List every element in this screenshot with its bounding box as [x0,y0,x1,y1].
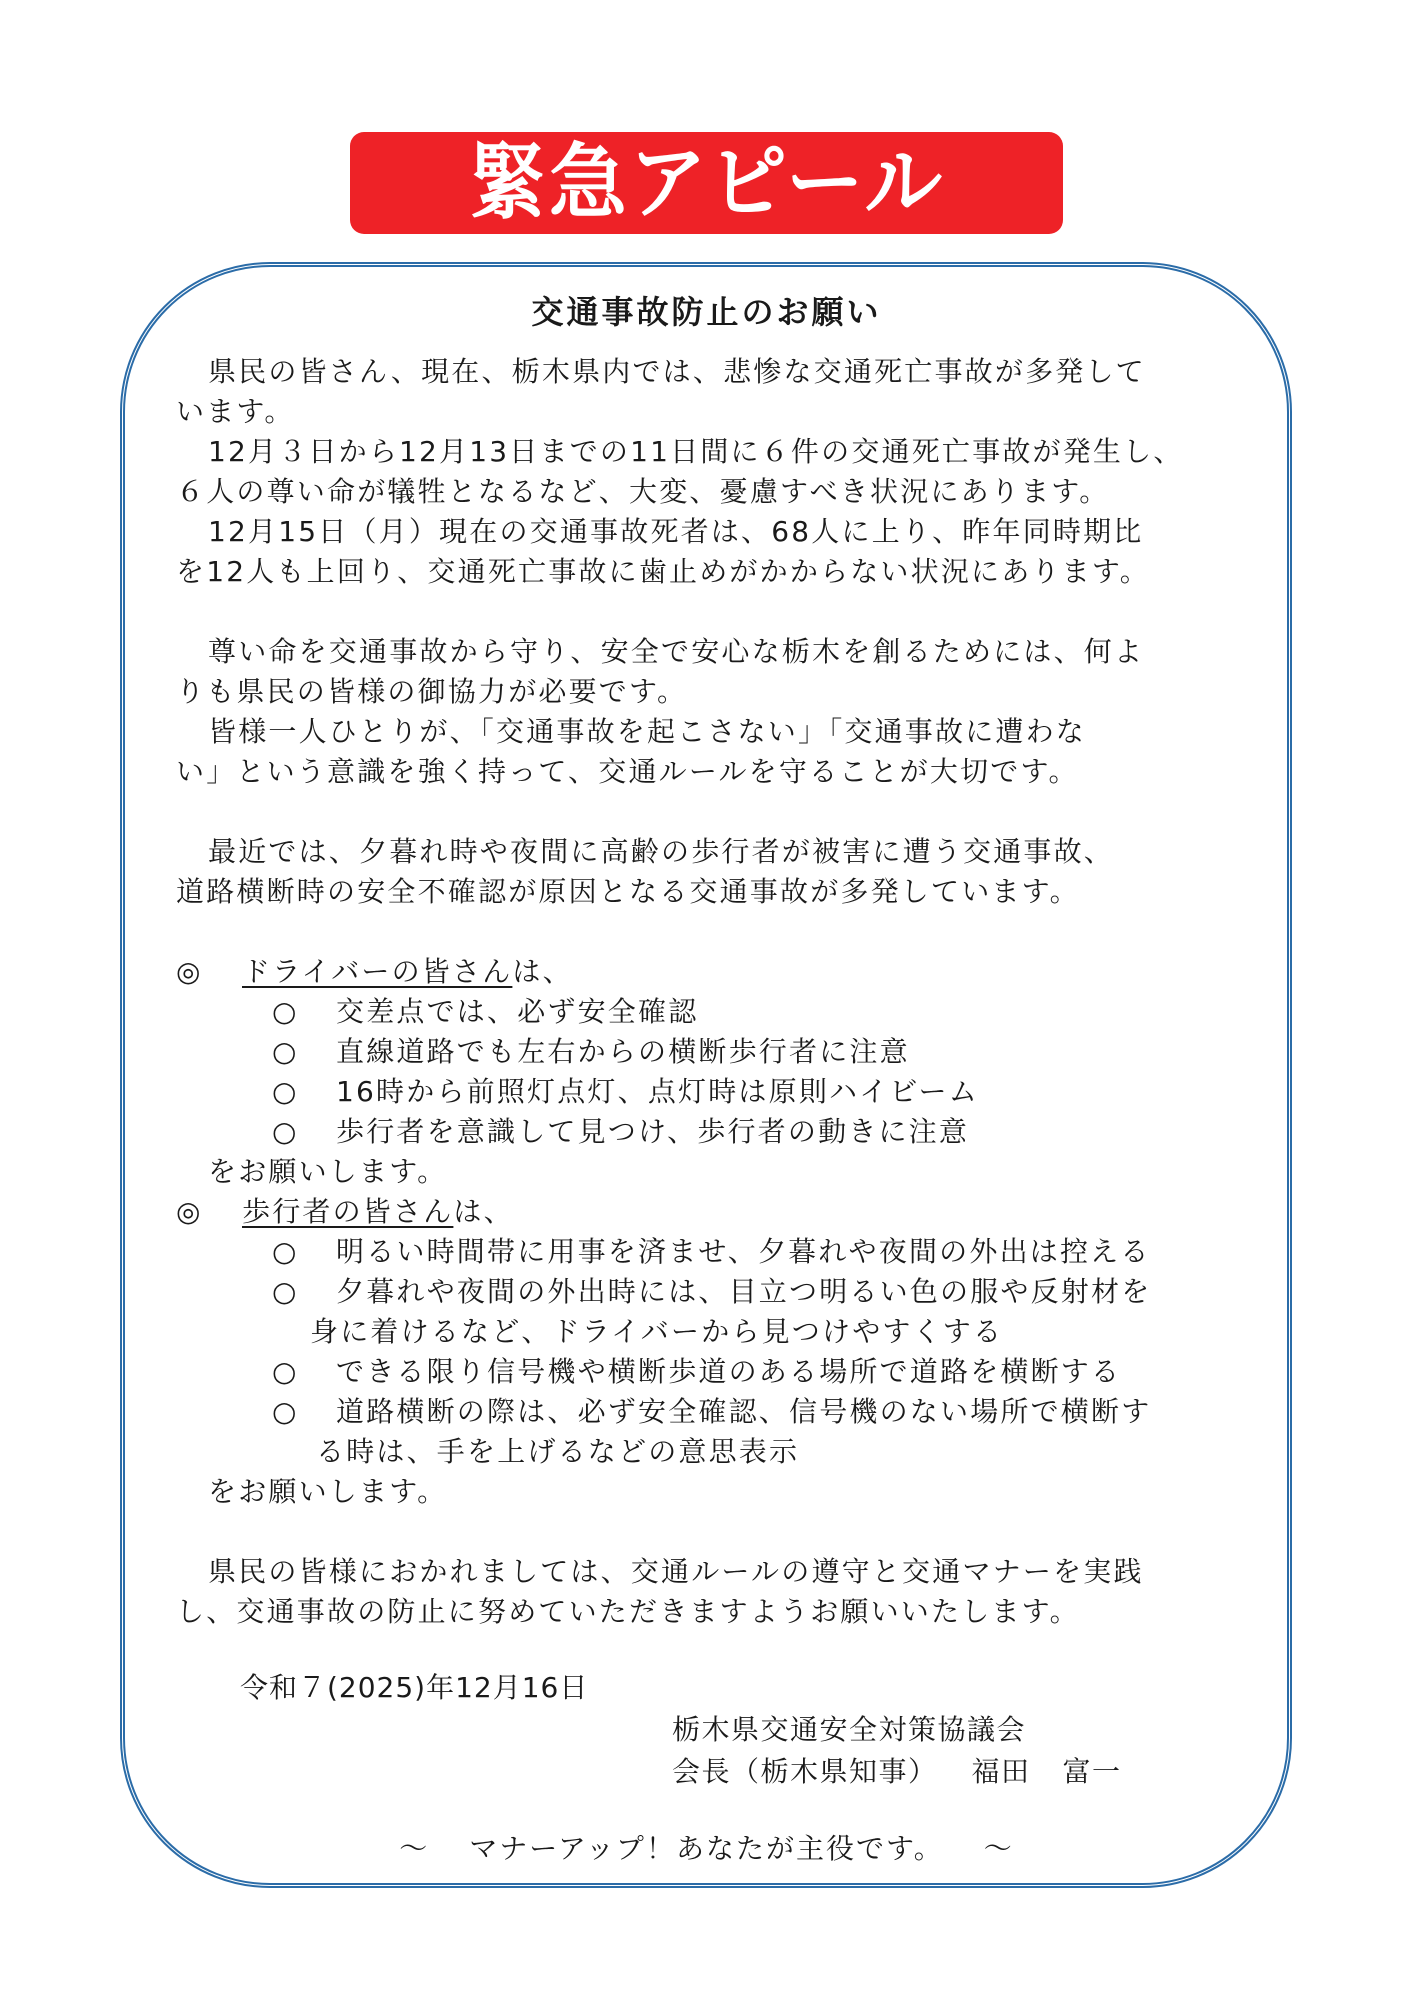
organization-name: 栃木県交通安全対策協議会 [672,1713,1027,1746]
paragraph-line: 道路横断時の安全不確認が原因となる交通事故が多発しています。 [176,875,1080,908]
paragraph-line: し、交通事故の防止に努めていただきますようお願いいたします。 [176,1595,1080,1628]
circle-bullet-icon: ○ [272,995,299,1028]
urgent-appeal-banner [350,132,1063,234]
circle-bullet-icon: ○ [272,1115,299,1148]
paragraph-line: を12人も上回り、交通死亡事故に歯止めがかからない状況にあります。 [176,555,1150,588]
list-item-text: 歩行者を意識して見つけ、歩行者の動きに注意 [336,1115,970,1148]
paragraph-line: い」という意識を強く持って、交通ルールを守ることが大切です。 [176,755,1079,788]
list-item [176,1392,1256,1432]
spacer [176,1512,1256,1552]
tilde-left: ～ [399,1832,430,1865]
spacer [176,592,1256,632]
list-item-text: できる限り信号機や横断歩道のある場所で道路を横断する [336,1355,1122,1388]
list-item [176,1272,1256,1312]
banner-title: 緊急アピール [468,134,945,231]
signatory [672,1750,1122,1790]
document-body [176,352,1256,1632]
paragraph-line: 皆様一人ひとりが、「交通事故を起こさない」「交通事故に遭わな [208,715,1087,748]
section-closing: をお願いします。 [208,1155,448,1188]
section-heading-drivers [176,952,1256,992]
list-item [176,1112,1256,1152]
paragraph-line: 県民の皆さん、現在、栃木県内では、悲惨な交通死亡事故が多発して [208,355,1146,388]
list-item-text: 直線道路でも左右からの横断歩行者に注意 [336,1035,910,1068]
list-item [176,1232,1256,1272]
section-heading-suffix: は、 [453,1195,514,1228]
spacer [176,912,1256,952]
section-heading-pedestrians [176,1192,1256,1232]
slogan-text: マナーアップ！あなたが主役です。 [469,1832,944,1865]
chair-family-name: 福田 [971,1755,1031,1788]
circle-bullet-icon: ○ [272,1275,299,1308]
paragraph-line: 最近では、夕暮れ時や夜間に高齢の歩行者が被害に遭う交通事故、 [208,835,1115,868]
list-item-text: 交差点では、必ず安全確認 [336,995,699,1028]
section-heading-underlined: 歩行者の皆さん [242,1195,454,1228]
paragraph-line: ６人の尊い命が犠牲となるなど、大変、憂慮すべき状況にあります。 [176,475,1110,508]
paragraph-line: 尊い命を交通事故から守り、安全で安心な栃木を創るためには、何よ [208,635,1145,668]
circle-bullet-icon: ○ [272,1075,299,1108]
paragraph-line: 12月15日（月）現在の交通事故死者は、68人に上り、昨年同時期比 [208,515,1144,548]
chair-given-name: 富一 [1062,1755,1122,1788]
list-item [176,992,1256,1032]
section-heading-suffix: は、 [512,955,573,988]
section-closing: をお願いします。 [208,1475,448,1508]
list-item [176,1072,1256,1112]
circle-bullet-icon: ○ [272,1355,299,1388]
issue-date: 令和７(2025)年12月16日 [240,1671,589,1704]
document-title: 交通事故防止のお願い [531,293,882,331]
list-item-continuation: る時は、手を上げるなどの意思表示 [316,1435,800,1468]
list-item-text: 明るい時間帯に用事を済ませ、夕暮れや夜間の外出は控える [336,1235,1151,1268]
paragraph-line: りも県民の皆様の御協力が必要です。 [176,675,688,708]
list-item-text: 夕暮れや夜間の外出時には、目立つ明るい色の服や反射材を [336,1275,1152,1308]
circle-bullet-icon: ○ [272,1235,299,1268]
paragraph-line: います。 [176,395,295,428]
list-item [176,1352,1256,1392]
spacer [176,792,1256,832]
list-item-continuation: 身に着けるなど、ドライバーから見つけやすくする [310,1315,1004,1348]
list-item-text: 道路横断の際は、必ず安全確認、信号機のない場所で横断す [336,1395,1152,1428]
double-circle-icon: ◎ [176,955,203,988]
circle-bullet-icon: ○ [272,1035,299,1068]
tilde-right: ～ [983,1832,1014,1865]
paragraph-line: 県民の皆様におかれましては、交通ルールの遵守と交通マナーを実践 [208,1555,1144,1588]
list-item-text: 16時から前照灯点灯、点灯時は原則ハイビーム [336,1075,979,1108]
paragraph-line: 12月３日から12月13日までの11日間に６件の交通死亡事故が発生し、 [208,435,1184,468]
circle-bullet-icon: ○ [272,1395,299,1428]
double-circle-icon: ◎ [176,1195,203,1228]
chair-title: 会長（栃木県知事） [672,1755,938,1788]
list-item [176,1032,1256,1072]
section-heading-underlined: ドライバーの皆さん [242,955,513,988]
slogan [0,1827,1413,1867]
